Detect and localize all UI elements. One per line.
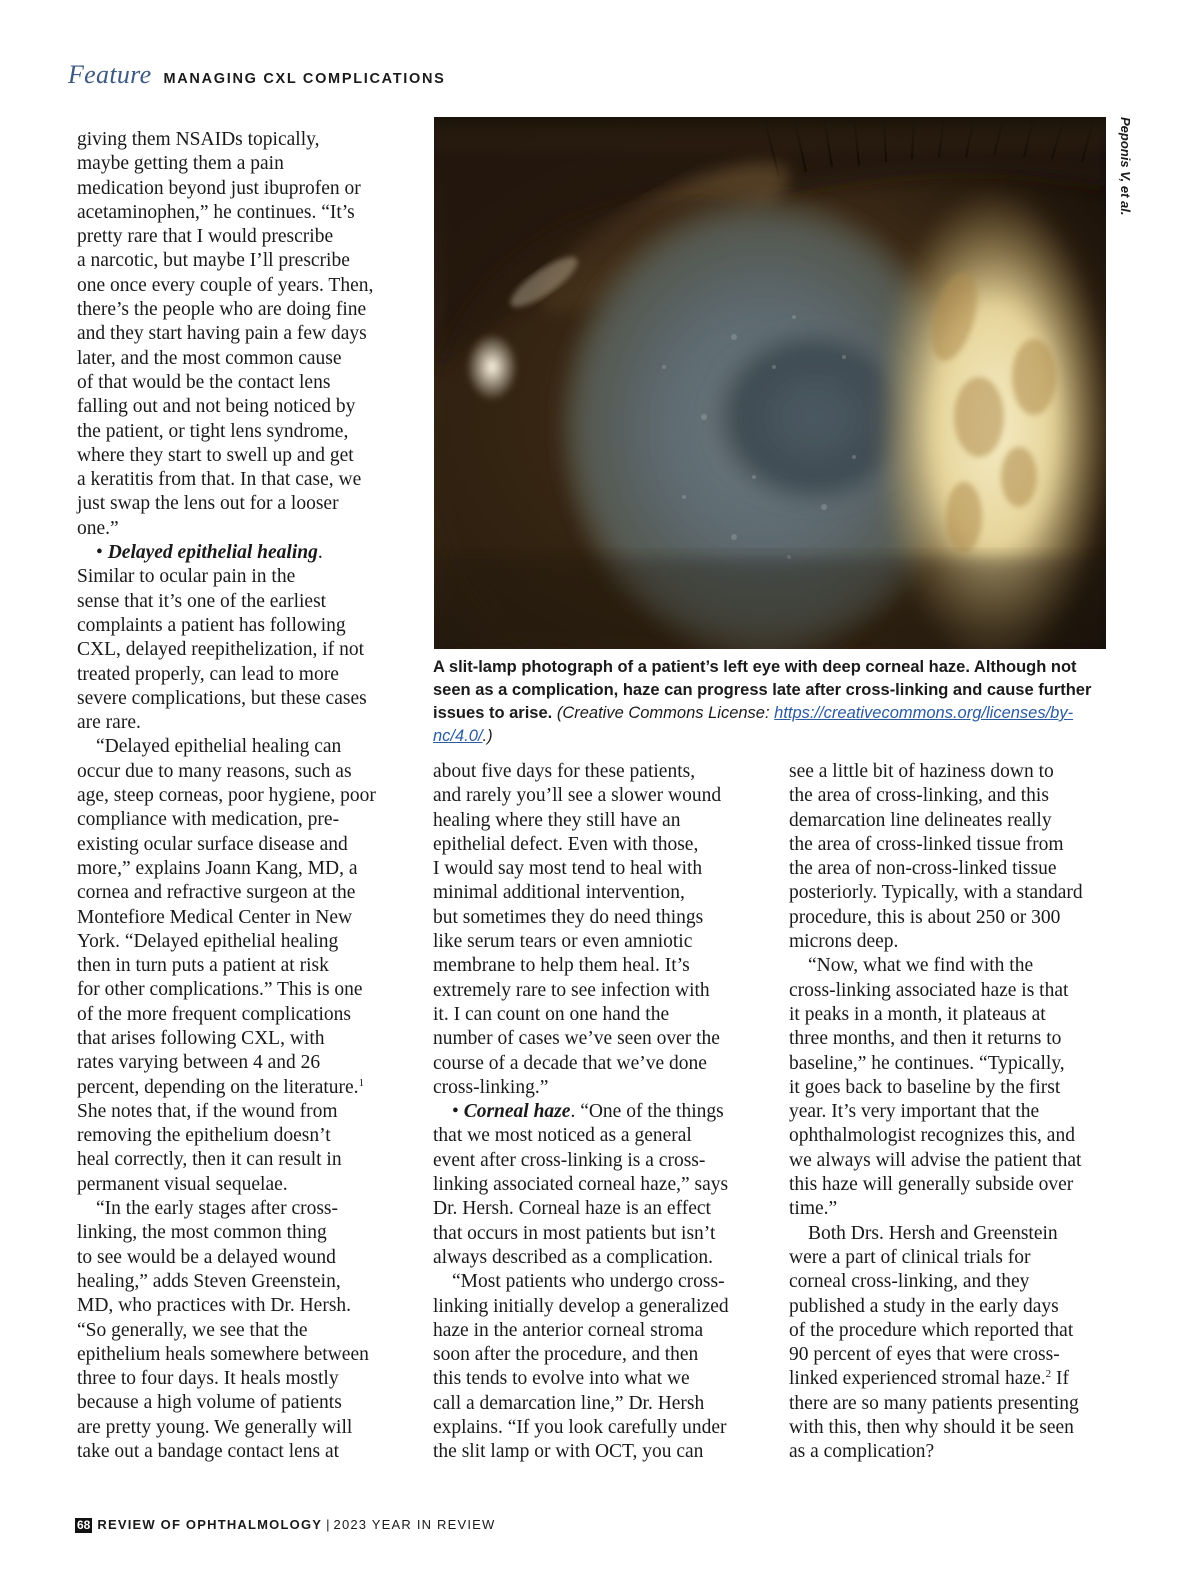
text-line: number of cases we’ve seen over the [433,1028,720,1050]
text-line: the area of cross-linked tissue from [789,833,1064,855]
text-line: microns deep. [789,931,899,953]
header-section-title: MANAGING CXL COMPLICATIONS [163,71,446,87]
text-column-3 [789,760,1119,1465]
footer-separator: | [326,1517,330,1532]
issue-name: 2023 YEAR IN REVIEW [333,1517,496,1532]
text-line: where they start to swell up and get [77,444,354,466]
photo-credit: Peponis V, et al. [1118,117,1133,216]
text-line: “Delayed epithelial healing can [96,736,342,758]
text-line: cross-linking.” [433,1076,549,1098]
text-line: extremely rare to see infection with [433,979,710,1001]
text-line: Dr. Hersh. Corneal haze is an effect [433,1198,711,1220]
figure-caption [433,656,1113,748]
ref-line-after: If [1051,1368,1070,1390]
bullet-heading-after: . “One of the things [570,1101,724,1123]
text-line: a narcotic, but maybe I’ll prescribe [77,250,350,272]
header-kicker: Feature [68,60,152,89]
text-line: “Most patients who undergo cross- [452,1271,725,1293]
text-line: She notes that, if the wound from [77,1100,338,1122]
col1-bullet-delayed-epithelial-healing [77,541,407,565]
text-line: baseline,” he continues. “Typically, [789,1052,1065,1074]
col3-ref-line [789,1367,1119,1391]
text-line: it goes back to baseline by the first [789,1076,1061,1098]
text-line: “So generally, we see that the [77,1319,308,1341]
slit-lamp-eye-photo [434,117,1106,649]
text-line: falling out and not being noticed by [77,396,356,418]
text-line: sense that it’s one of the earliest [77,590,327,612]
col1-para-3 [77,735,407,1075]
page-footer [75,1517,496,1533]
text-line: minimal additional intervention, [433,882,685,904]
bullet-heading: Delayed epithelial healing [107,542,318,564]
text-line: complaints a patient has following [77,614,346,636]
text-line: this haze will generally subside over [789,1174,1074,1196]
text-line: epithelium heals somewhere between [77,1343,369,1365]
text-line: are pretty young. We generally will [77,1416,353,1438]
text-line: of that would be the contact lens [77,371,331,393]
text-line: but sometimes they do need things [433,906,704,928]
text-line: treated properly, can lead to more [77,663,339,685]
text-line: then in turn puts a patient at risk [77,955,329,977]
text-line: linking associated corneal haze,” says [433,1174,729,1196]
text-line: soon after the procedure, and then [433,1344,699,1366]
text-line: demarcation line delineates really [789,809,1052,831]
text-line: the area of cross-linking, and this [789,785,1049,807]
text-line: it peaks in a month, it plateaus at [789,1003,1046,1025]
text-line: are rare. [77,712,141,734]
text-line: three to four days. It heals mostly [77,1368,339,1390]
col2-para-2 [433,1124,763,1270]
text-line: MD, who practices with Dr. Hersh. [77,1295,352,1317]
caption-license-post: .) [482,727,493,745]
text-line: healing where they still have an [433,809,681,831]
text-line: and rarely you’ll see a slower wound [433,785,722,807]
ref-line-text: linked experienced stromal haze. [789,1368,1046,1390]
text-line: York. “Delayed epithelial healing [77,930,339,952]
text-line: cornea and refractive surgeon at the [77,882,356,904]
text-line: ophthalmologist recognizes this, and [789,1125,1075,1147]
page-number: 68 [77,1518,91,1532]
text-line: published a study in the early days [789,1295,1059,1317]
text-line: later, and the most common cause [77,347,342,369]
text-line: existing ocular surface disease and [77,833,348,855]
col3-para-3b [789,1392,1119,1465]
text-line: it. I can count on one hand the [433,1003,670,1025]
text-line: maybe getting them a pain [77,153,284,175]
footnote-ref-1: 1 [358,1076,365,1089]
col2-bullet-corneal-haze [433,1100,763,1124]
ref-line-text: percent, depending on the literature. [77,1076,359,1098]
caption-text: A slit-lamp photograph of a patient’s left eye with deep corneal haze. Although not seen as a complication, haze can progress late after cross-linking and cause further issues to arise. [433,658,1092,722]
text-line: that occurs in most patients but isn’t [433,1222,716,1244]
license-link[interactable]: https://creativecommons.org/licenses/by-nc/4.0/ [433,704,1074,745]
text-line: posteriorly. Typically, with a standard [789,882,1083,904]
text-line: a keratitis from that. In that case, we [77,469,362,491]
text-line: this tends to evolve into what we [433,1368,690,1390]
text-column-2 [433,760,763,1465]
text-line: “Now, what we find with the [808,955,1034,977]
text-line: I would say most tend to heal with [433,858,703,880]
bullet-heading-after: . [317,542,323,564]
text-line: because a high volume of patients [77,1392,342,1414]
text-line: there’s the people who are doing fine [77,299,367,321]
text-line: compliance with medication, pre- [77,809,340,831]
col3-para-2 [789,954,1119,1221]
col2-para-1 [433,760,763,1100]
text-column-1 [77,128,407,1464]
text-line: Montefiore Medical Center in New [77,906,353,928]
text-line: about five days for these patients, [433,761,696,782]
text-line: severe complications, but these cases [77,687,367,709]
text-line: event after cross-linking is a cross- [433,1149,706,1171]
text-line: more,” explains Joann Kang, MD, a [77,857,358,879]
text-line: occur due to many reasons, such as [77,760,352,782]
text-line: haze in the anterior corneal stroma [433,1319,704,1341]
text-line: like serum tears or even amniotic [433,931,693,953]
text-line: procedure, this is about 250 or 300 [789,906,1061,928]
text-line: linking initially develop a generalized [433,1295,729,1317]
text-line: membrane to help them heal. It’s [433,955,690,977]
text-line: the area of non-cross-linked tissue [789,858,1057,880]
text-line: of the procedure which reported that [789,1319,1074,1341]
caption-license-pre: (Creative Commons License: [552,704,775,722]
col3-para-3 [789,1222,1119,1368]
text-line: cross-linking associated haze is that [789,979,1069,1001]
text-line: acetaminophen,” he continues. “It’s [77,201,355,223]
col1-para-3b [77,1100,407,1197]
bullet-mark: • [452,1101,464,1123]
text-line: were a part of clinical trials for [789,1246,1031,1268]
text-line: with this, then why should it be seen [789,1417,1074,1439]
text-line: pretty rare that I would prescribe [77,226,334,248]
text-line: rates varying between 4 and 26 [77,1052,321,1074]
text-line: as a complication? [789,1441,935,1463]
text-line: one.” [77,517,119,539]
text-line: “In the early stages after cross- [96,1198,339,1220]
text-line: for other complications.” This is one [77,979,363,1001]
text-line: age, steep corneas, poor hygiene, poor [77,785,376,807]
text-line: Similar to ocular pain in the [77,566,296,588]
text-line: epithelial defect. Even with those, [433,833,699,855]
text-line: time.” [789,1198,838,1220]
text-line: 90 percent of eyes that were cross- [789,1344,1060,1366]
col1-para-2 [77,565,407,735]
text-line: Both Drs. Hersh and Greenstein [808,1222,1058,1244]
text-line: year. It’s very important that the [789,1101,1040,1123]
text-line: giving them NSAIDs topically, [77,129,320,150]
text-line: corneal cross-linking, and they [789,1271,1030,1293]
col1-para-4 [77,1197,407,1464]
text-line: take out a bandage contact lens at [77,1441,340,1463]
text-line: one once every couple of years. Then, [77,274,374,296]
text-line: the slit lamp or with OCT, you can [433,1441,704,1463]
text-line: CXL, delayed reepithelization, if not [77,639,364,661]
text-line: just swap the lens out for a looser [77,493,339,515]
text-line: we always will advise the patient that [789,1149,1082,1171]
bullet-heading: Corneal haze [463,1101,571,1123]
text-line: always described as a complication. [433,1246,713,1268]
text-line: explains. “If you look carefully under [433,1417,727,1439]
col1-para-1 [77,128,407,541]
text-line: there are so many patients presenting [789,1392,1079,1414]
footnote-ref-2: 2 [1045,1368,1052,1381]
text-line: permanent visual sequelae. [77,1173,288,1195]
publication-name: REVIEW OF OPHTHALMOLOGY [97,1517,323,1532]
text-line: see a little bit of haziness down to [789,761,1054,782]
text-line: the patient, or tight lens syndrome, [77,420,349,442]
text-line: heal correctly, then it can result in [77,1149,342,1171]
text-line: of the more frequent complications [77,1003,351,1025]
text-line: healing,” adds Steven Greenstein, [77,1270,341,1292]
text-line: course of a decade that we’ve done [433,1052,707,1074]
text-line: medication beyond just ibuprofen or [77,177,361,199]
col2-para-3 [433,1270,763,1464]
text-line: removing the epithelium doesn’t [77,1125,331,1147]
running-header [68,60,446,90]
col1-ref-line [77,1076,407,1100]
text-line: three months, and then it returns to [789,1028,1062,1050]
text-line: that arises following CXL, with [77,1027,325,1049]
col3-para-1 [789,760,1119,954]
bullet-mark: • [96,542,108,564]
text-line: call a demarcation line,” Dr. Hersh [433,1392,705,1414]
text-line: linking, the most common thing [77,1222,327,1244]
text-line: that we most noticed as a general [433,1125,692,1147]
text-line: and they start having pain a few days [77,323,367,345]
text-line: to see would be a delayed wound [77,1246,336,1268]
